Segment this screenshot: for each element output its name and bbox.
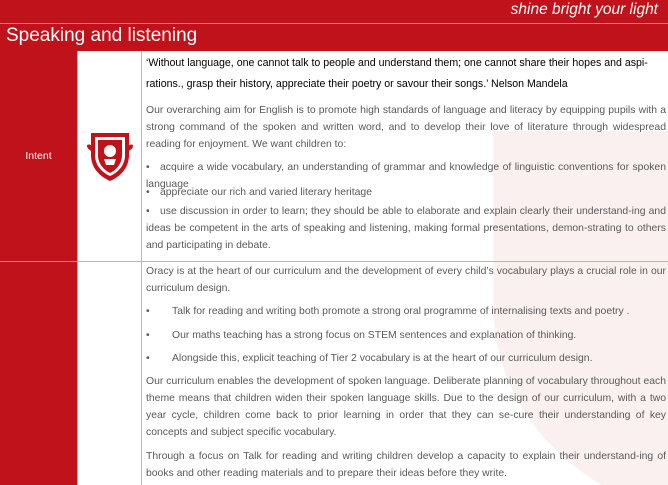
talk-for-reading-paragraph: Through a focus on Talk for reading and writing children develop a capacity to explain their understand-ing of books and other reading materials and to prepare their ideas before they write. bbox=[146, 451, 666, 479]
intent-bullet-item: • use discussion in order to learn; they should be able to elaborate and explain clearly their understand-ing and ideas be competent in the arts of speaking and listening, making formal presentations, demon-strating to others and participating in debate. bbox=[146, 203, 666, 254]
content-column bbox=[142, 51, 668, 485]
school-tagline: shine bright your light bbox=[510, 1, 658, 18]
bullet-icon: • bbox=[146, 206, 150, 217]
bullet-icon: • bbox=[146, 187, 150, 198]
page-title: Speaking and listening bbox=[6, 25, 198, 46]
intent-row-label: Intent bbox=[25, 150, 52, 162]
quote-line-2: rations., grasp their history, appreciate their poetry or savour their songs.’ Nelson Mandela bbox=[146, 78, 568, 90]
mandela-quote bbox=[146, 53, 666, 95]
row-label-column bbox=[0, 51, 77, 485]
row-divider-content bbox=[142, 261, 668, 262]
row-divider-icon bbox=[78, 261, 141, 262]
row-divider-left bbox=[0, 261, 77, 262]
spoken-language-paragraph: Our curriculum enables the development of spoken language. Deliberate planning of vocabulary throughout each theme means that children widen their spoken language skills. Due to the design of our curriculum, with a two year cycle, children come back to prior learning in order that they can se-cure their understanding of key concepts and subject specific vocabulary. bbox=[146, 376, 666, 438]
section-header bbox=[0, 23, 668, 51]
bullet-icon: • bbox=[146, 353, 150, 364]
intent-aim-paragraph: Our overarching aim for English is to promote high standards of language and literacy by equipping pupils with a strong command of the spoken and written word, and to develop their love of literature through widespread reading for enjoyment. We want children to: bbox=[146, 105, 666, 150]
implementation-bullet-item: • Alongside this, explicit teaching of Tier 2 vocabulary is at the heart of our curriculum design. bbox=[146, 350, 666, 367]
oracy-paragraph: Oracy is at the heart of our curriculum and the development of every child’s vocabulary plays a crucial role in our curriculum design. bbox=[146, 266, 666, 294]
bullet-icon: • bbox=[146, 330, 150, 341]
top-banner bbox=[0, 0, 668, 23]
bullet-icon: • bbox=[146, 162, 150, 173]
implementation-bullet-item: • Talk for reading and writing both promote a strong oral programme of internalising texts and poetry . bbox=[146, 303, 666, 320]
implementation-bullet-item: • Our maths teaching has a strong focus on STEM sentences and explanation of thinking. bbox=[146, 327, 666, 344]
bullet-icon: • bbox=[146, 306, 150, 317]
school-crest-icon bbox=[87, 129, 133, 183]
intent-bullet-item: • appreciate our rich and varied literary heritage bbox=[146, 184, 666, 201]
icon-column bbox=[77, 51, 142, 485]
quote-line-1: ‘Without language, one cannot talk to people and understand them; one cannot share their hopes and aspi- bbox=[146, 57, 648, 69]
intent-bullet-item: • acquire a wide vocabulary, an understanding of grammar and knowledge of linguistic conventions for spoken language bbox=[146, 159, 666, 193]
